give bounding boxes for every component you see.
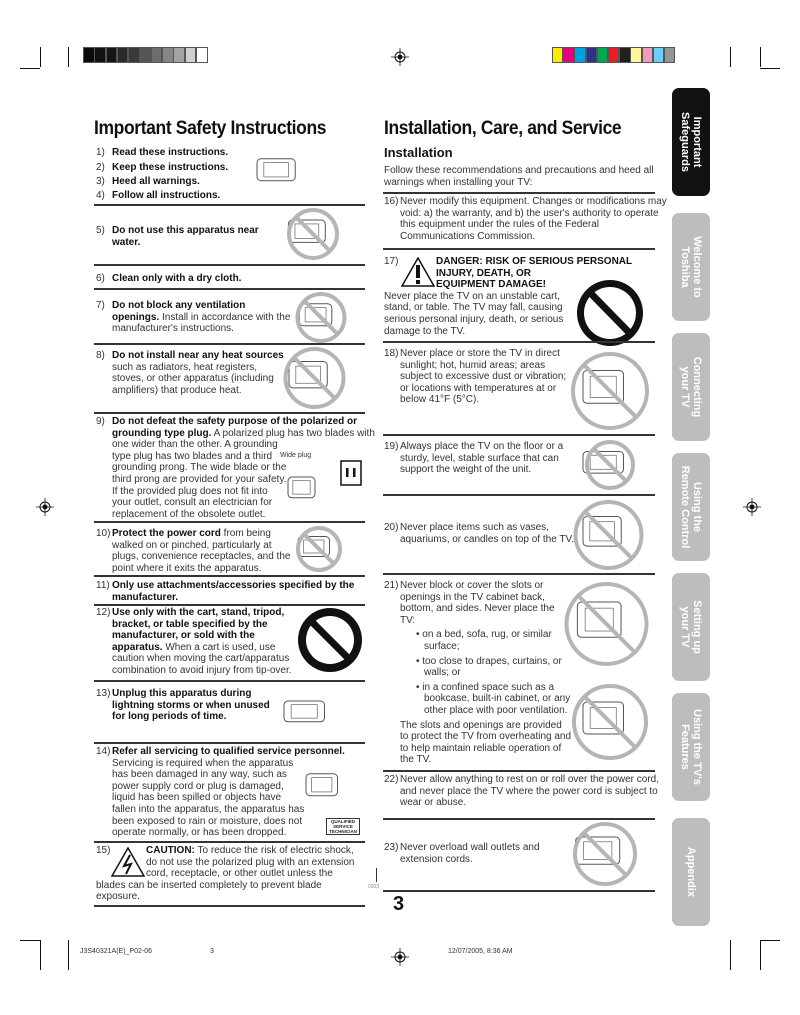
divider bbox=[94, 264, 365, 266]
footer-page: 3 bbox=[210, 948, 214, 955]
item-text: Never block or cover the slots or openings in the TV cabinet back, bottom, and sides. Never place the TV: bbox=[400, 580, 555, 626]
divider bbox=[94, 905, 365, 907]
bullet-text: on a bed, sofa, rug, or similar surface; bbox=[422, 629, 552, 652]
item-text: Never overload wall outlets and extension cords. bbox=[400, 842, 540, 865]
color-swatch bbox=[630, 47, 641, 63]
item-text: When a cart is used, use caution when moving the cart/apparatus combination to avoid injury from tip-over. bbox=[112, 641, 292, 676]
crop-mark bbox=[68, 940, 69, 970]
left-item-6 bbox=[96, 273, 372, 285]
left-item-10 bbox=[96, 528, 297, 574]
registration-mark-icon bbox=[391, 948, 409, 966]
item21-footer: The slots and openings are provided to protect the TV from overheating and to help maintain reliable operation of the TV. bbox=[400, 719, 572, 766]
side-tab[interactable] bbox=[672, 453, 710, 561]
right-item-4 bbox=[384, 441, 575, 476]
divider bbox=[94, 521, 365, 523]
reading-people-illustration bbox=[240, 145, 325, 200]
side-tab-label: Important Safeguards bbox=[679, 112, 703, 172]
divider bbox=[383, 770, 655, 772]
divider bbox=[383, 890, 655, 892]
illustration-wrap-area bbox=[288, 450, 380, 520]
installation-heading: Installation bbox=[384, 145, 453, 160]
item-emphasis: Keep these instructions. bbox=[112, 162, 229, 173]
left-page-title: Important Safety Instructions bbox=[94, 118, 327, 139]
left-item-1 bbox=[96, 147, 252, 159]
side-tab[interactable] bbox=[672, 333, 710, 441]
item-number: 19) bbox=[384, 441, 399, 452]
bullet-item bbox=[400, 682, 572, 717]
item-emphasis: CAUTION: bbox=[146, 845, 195, 856]
illustration-wrap-area bbox=[564, 278, 654, 348]
divider bbox=[383, 192, 655, 194]
bullet-text: in a confined space such as a bookcase, built-in cabinet, or any other place with poor ventilation. bbox=[422, 681, 571, 716]
side-tab[interactable] bbox=[672, 573, 710, 681]
bullet-item bbox=[400, 656, 572, 679]
divider bbox=[94, 604, 365, 606]
right-item-7 bbox=[384, 774, 670, 809]
item-number: 17) bbox=[384, 256, 399, 267]
divider bbox=[383, 434, 655, 436]
right-item-3 bbox=[384, 348, 575, 406]
divider bbox=[383, 341, 655, 343]
bullet-dot: • bbox=[416, 681, 423, 693]
crop-mark bbox=[68, 47, 69, 67]
side-tab-label: Setting up your TV bbox=[679, 600, 703, 654]
bullet-dot: • bbox=[416, 655, 423, 667]
color-swatch bbox=[552, 47, 563, 63]
gray-swatch bbox=[185, 47, 197, 63]
item-text: Never modify this equipment. Changes or modifications may void: a) the warranty, and b) the user's authority to operate this equipment under the rules of the Federal Communications Commission. bbox=[400, 196, 667, 242]
divider bbox=[94, 204, 365, 206]
side-tab-label: Appendix bbox=[685, 846, 697, 898]
item-number: 1) bbox=[96, 147, 105, 158]
item-number: 21) bbox=[384, 580, 399, 591]
side-tab[interactable] bbox=[672, 818, 710, 926]
left-item-12 bbox=[96, 607, 308, 677]
item-text: Install in accordance with the manufacturer's instructions. bbox=[112, 311, 291, 335]
item-emphasis: Follow all instructions. bbox=[112, 190, 221, 201]
registration-mark-icon bbox=[36, 498, 54, 516]
item-number: 7) bbox=[96, 300, 105, 311]
item-emphasis: Heed all warnings. bbox=[112, 176, 200, 187]
color-swatch bbox=[597, 47, 608, 63]
item-number: 18) bbox=[384, 348, 399, 359]
item-emphasis: Do not defeat the safety purpose of the polarized or grounding type plug. bbox=[112, 416, 358, 439]
item-text: Never place items such as vases, aquariums, or candles on top of the TV. bbox=[400, 522, 574, 545]
item-emphasis: Use only with the cart, stand, tripod, bracket, or table specified by the manufacturer, or sold with the apparatus. bbox=[112, 607, 285, 653]
item-emphasis: Unplug this apparatus during lightning storms or when unused for long periods of time. bbox=[112, 688, 270, 723]
item-number: 14) bbox=[96, 746, 111, 757]
center-code: 0303 bbox=[368, 884, 380, 890]
side-tab[interactable] bbox=[672, 693, 710, 801]
item-emphasis: Refer all servicing to qualified service personnel. bbox=[112, 746, 345, 757]
bookcase-prohibited-icon bbox=[565, 682, 655, 762]
divider bbox=[94, 412, 365, 414]
item-number: 15) bbox=[96, 845, 111, 856]
divider bbox=[383, 573, 655, 575]
crop-mark bbox=[760, 68, 780, 69]
gray-swatch bbox=[162, 47, 174, 63]
item-number: 2) bbox=[96, 162, 105, 173]
color-swatch bbox=[586, 47, 597, 63]
divider bbox=[383, 818, 655, 820]
side-tab-label: Using the TV's Features bbox=[679, 709, 703, 785]
wide-plug-label: Wide plug bbox=[280, 452, 312, 459]
item-text: from being walked on or pinched, particularly at plugs, convenience receptacles, and the point where it exits the apparatus. bbox=[112, 528, 291, 574]
crop-mark bbox=[40, 940, 41, 970]
color-swatch bbox=[619, 47, 630, 63]
item-emphasis: Do not block any ventilation openings. bbox=[112, 300, 246, 323]
right-item-1 bbox=[384, 196, 670, 242]
ventilation-prohibited-icon bbox=[285, 290, 357, 345]
side-tab[interactable] bbox=[672, 88, 710, 196]
item-number: 22) bbox=[384, 774, 399, 785]
divider bbox=[383, 494, 655, 496]
crop-mark bbox=[760, 940, 761, 970]
item-emphasis: Read these instructions. bbox=[112, 147, 229, 158]
bullet-item bbox=[400, 629, 572, 652]
color-swatch bbox=[563, 47, 574, 63]
item-number: 11) bbox=[96, 580, 110, 591]
item-text: Never place the TV on an unstable cart, stand, or table. The TV may fall, causing serious personal injury, death, or serious damage to the TV. bbox=[384, 290, 564, 337]
item-text: Never allow anything to rest on or roll over the power cord, and never place the TV where the power cord is subject to wear or abuse. bbox=[400, 774, 660, 809]
item-number: 10) bbox=[96, 528, 111, 539]
color-swatch bbox=[664, 47, 675, 63]
footer-file: J3S40321A(E)_P02-06 bbox=[80, 948, 152, 955]
right-item-6 bbox=[384, 580, 572, 766]
left-item-4 bbox=[96, 190, 252, 202]
left-item-5 bbox=[96, 225, 282, 248]
left-item-7 bbox=[96, 300, 292, 335]
right-item-5 bbox=[384, 522, 578, 545]
bullet-text: too close to drapes, curtains, or walls; or bbox=[422, 655, 562, 679]
gray-swatch bbox=[117, 47, 129, 63]
gray-swatch bbox=[94, 47, 106, 63]
crop-mark bbox=[730, 940, 731, 970]
item-text: To reduce the risk of electric shock, do not use the polarized plug with an extension cord, receptacle, or other outlet unless the blades can be inserted completely to prevent blade exposure. bbox=[96, 845, 355, 903]
left-item-3 bbox=[96, 176, 252, 188]
gray-swatch bbox=[128, 47, 140, 63]
gray-swatch bbox=[196, 47, 208, 63]
footer-datetime: 12/07/2005, 8:36 AM bbox=[448, 948, 513, 955]
right-page-title: Installation, Care, and Service bbox=[384, 118, 622, 139]
divider bbox=[94, 680, 365, 682]
right-item-8 bbox=[384, 842, 570, 865]
gray-swatch bbox=[173, 47, 185, 63]
right-item-2 bbox=[384, 256, 654, 348]
crop-mark bbox=[730, 47, 731, 67]
gray-swatch bbox=[140, 47, 152, 63]
item-text: Always place the TV on the floor or a sturdy, level, stable surface that can support the weight of the unit. bbox=[400, 441, 564, 476]
item-text: Servicing is required when the apparatus has been damaged in any way, such as power supply cord or plug is damaged, liquid has been spilled or objects have fallen into the apparatus, the apparatus has been exposed to rain or moisture, does not operate normally, or has been dropped. bbox=[112, 757, 305, 839]
water-prohibited-icon bbox=[272, 206, 354, 262]
items-on-tv-prohibited-icon bbox=[566, 498, 651, 572]
sofa-blocking-prohibited-icon bbox=[558, 580, 655, 668]
item-number: 8) bbox=[96, 350, 105, 361]
item-emphasis: Do not use this apparatus near water. bbox=[112, 225, 259, 248]
crop-mark bbox=[20, 68, 40, 69]
color-swatch bbox=[574, 47, 585, 63]
overloaded-outlet-prohibited-icon bbox=[556, 820, 654, 888]
item-number: 6) bbox=[96, 273, 105, 284]
crop-mark bbox=[40, 47, 41, 67]
item-number: 9) bbox=[96, 416, 105, 427]
center-tick bbox=[376, 868, 377, 882]
item-text: such as radiators, heat registers, stoves, or other apparatus (including amplifiers) that produce heat. bbox=[112, 361, 274, 396]
item-number: 3) bbox=[96, 176, 105, 187]
left-item-11 bbox=[96, 580, 380, 603]
lightning-unplug-illustration bbox=[266, 688, 356, 740]
crop-mark bbox=[760, 940, 780, 941]
item-number: 12) bbox=[96, 607, 111, 618]
unstable-surface-prohibited-icon bbox=[565, 438, 655, 492]
gray-swatch bbox=[83, 47, 95, 63]
sunlight-prohibited-icon bbox=[565, 350, 655, 432]
bullet-dot: • bbox=[416, 629, 423, 641]
item-emphasis: Protect the power cord bbox=[112, 528, 221, 539]
left-item-2 bbox=[96, 162, 252, 174]
left-item-13 bbox=[96, 688, 272, 723]
side-tab[interactable] bbox=[672, 213, 710, 321]
divider bbox=[94, 742, 365, 744]
item-text: Never place or store the TV in direct sunlight; hot, humid areas; areas subject to excessive dust or vibration; or locations with temperatures at or below 41°F (5°C). bbox=[400, 348, 567, 406]
item-number: 23) bbox=[384, 842, 399, 853]
side-tab-label: Connecting your TV bbox=[679, 356, 703, 418]
crop-mark bbox=[20, 940, 40, 941]
item-emphasis: Only use attachments/accessories specified by the manufacturer. bbox=[112, 580, 355, 603]
registration-mark-icon bbox=[743, 498, 761, 516]
left-item-8 bbox=[96, 350, 287, 396]
item-number: 4) bbox=[96, 190, 105, 201]
item-emphasis: Clean only with a dry cloth. bbox=[112, 273, 242, 284]
item-emphasis: Do not install near any heat sources bbox=[112, 350, 284, 361]
item-number: 5) bbox=[96, 225, 105, 236]
item-number: 16) bbox=[384, 196, 399, 207]
technician-badge: QUALIFIED SERVICE TECHNICIAN bbox=[326, 818, 360, 835]
divider bbox=[94, 343, 365, 345]
color-swatch bbox=[642, 47, 653, 63]
item-emphasis: DANGER: RISK OF SERIOUS PERSONAL INJURY, DEATH, OR EQUIPMENT DAMAGE! bbox=[436, 256, 632, 291]
divider bbox=[383, 248, 655, 250]
side-tab-label: Using the Remote Control bbox=[679, 465, 703, 549]
installation-intro: Follow these recommendations and precautions and heed all warnings when installing your TV: bbox=[384, 165, 654, 188]
crop-mark bbox=[760, 47, 761, 67]
divider bbox=[94, 288, 365, 290]
item-number: 20) bbox=[384, 522, 399, 533]
color-swatch bbox=[608, 47, 619, 63]
item-number: 13) bbox=[96, 688, 111, 699]
left-item-9 bbox=[96, 416, 380, 520]
color-swatch bbox=[653, 47, 664, 63]
item-text: A polarized plug has two blades with one wider than the other. A grounding type plug has two blades and a third grounding prong. The wide blade or the third prong are provided for your safety. If the provided plug does not fit into your outlet, consult an electrician for replacement of the obsolete outlet. bbox=[112, 427, 375, 520]
gray-swatch bbox=[106, 47, 118, 63]
page-number: 3 bbox=[393, 893, 405, 915]
registration-mark-icon bbox=[391, 48, 409, 66]
divider bbox=[94, 841, 365, 843]
left-item-15 bbox=[96, 845, 364, 903]
gray-swatch bbox=[151, 47, 163, 63]
side-tab-label: Welcome to Toshiba bbox=[679, 236, 703, 298]
divider bbox=[94, 575, 365, 577]
